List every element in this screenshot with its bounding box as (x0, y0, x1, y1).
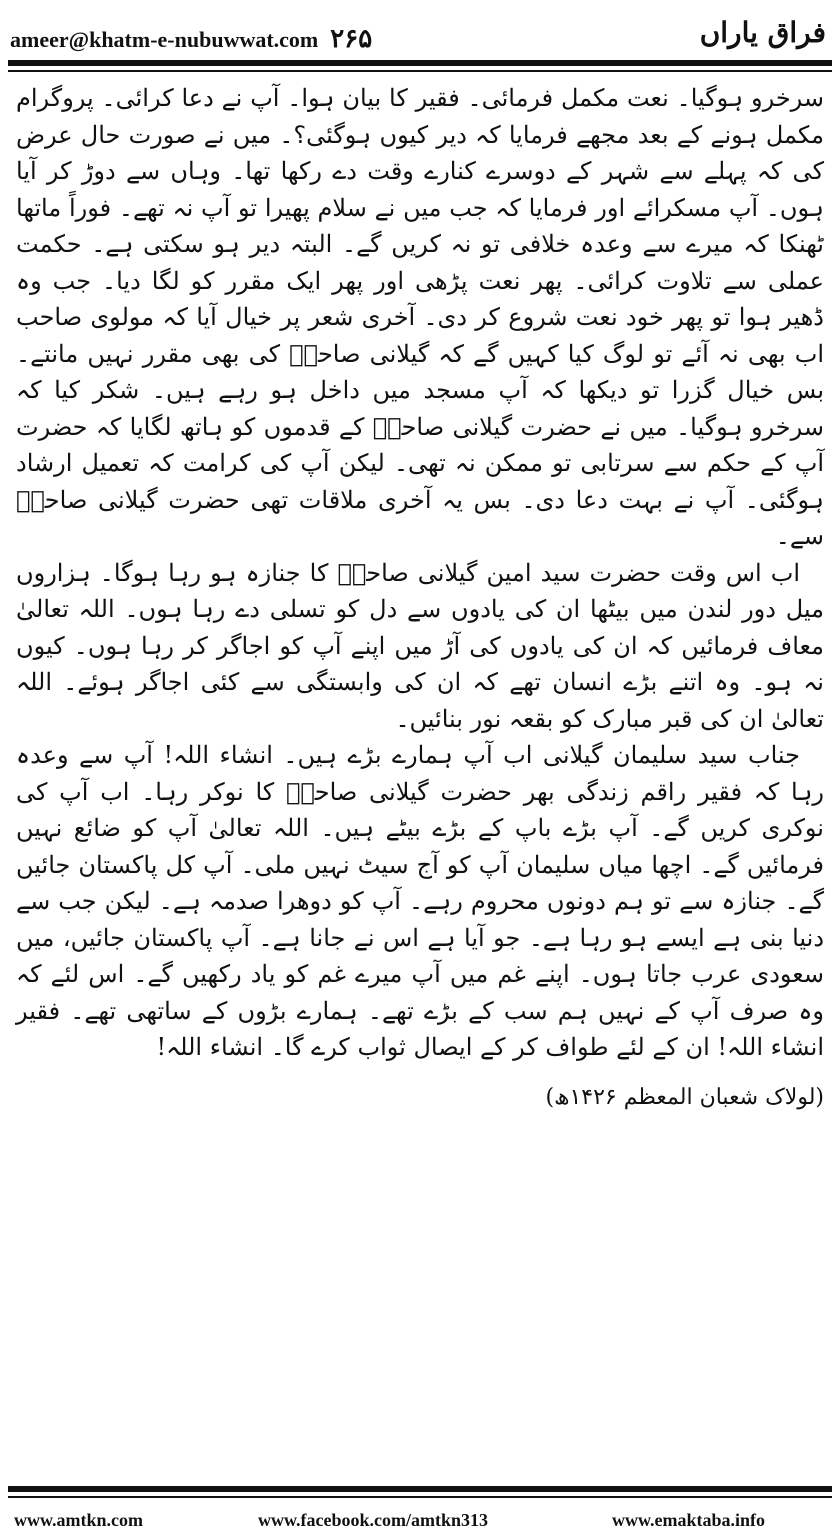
footer-rule-thin (8, 1496, 832, 1498)
paragraph-1: سرخرو ہوگیا۔ نعت مکمل فرمائی۔ فقیر کا بیان ہوا۔ آپ نے دعا کرائی۔ پروگرام مکمل ہونے کے بعد مجھے فرمایا کہ دیر کیوں ہوگئی؟۔ میں نے صورت حال عرض کی کہ پہلے سے شہر کے دوسرے کنارے وقت دے رکھا تھا۔ وہاں سے دوڑ کر آیا ہوں۔ آپ مسکرائے اور فرمایا کہ جب میں نے سلام پھیرا تو آپ نہ تھے۔ فوراً ماتھا ٹھنکا کہ میرے سے وعدہ خلافی تو نہ کریں گے۔ البتہ دیر ہو سکتی ہے۔ حکمت عملی سے تلاوت کرائی۔ پھر نعت پڑھی اور پھر ایک مقرر کو لگا دیا۔ جب وہ ڈھیر ہوا تو پھر خود نعت شروع کر دی۔ آخری شعر پر خیال آیا کہ مولوی صاحب اب بھی نہ آئے تو لوگ کیا کہیں گے کہ گیلانی صاحبؒ کی بھی مقرر نہیں مانتے۔ بس خیال گزرا تو دیکھا کہ آپ مسجد میں داخل ہو رہے ہیں۔ شکر کیا کہ سرخرو ہوگیا۔ میں نے حضرت گیلانی صاحبؒ کے قدموں کو ہاتھ لگایا کہ حضرت آپ کے حکم سے سرتابی تو ممکن نہ تھی۔ لیکن آپ کی کرامت کہ تعمیل ارشاد ہوگئی۔ آپ نے بہت دعا دی۔ بس یہ آخری ملاقات تھی حضرت گیلانی صاحبؒ سے۔ (16, 84, 825, 550)
page-number: ۲۶۵ (330, 24, 373, 53)
header-left (10, 24, 372, 54)
page-footer (0, 1510, 840, 1536)
paragraph-3: جناب سید سلیمان گیلانی اب آپ ہمارے بڑے ہیں۔ انشاء اللہ! آپ سے وعدہ رہا کہ فقیر راقم زندگی بھر حضرت گیلانی صاحبؒ کا نوکر رہا۔ اب آپ کی نوکری کریں گے۔ آپ بڑے باپ کے بڑے بیٹے ہیں۔ اللہ تعالیٰ آپ کو ضائع نہیں فرمائیں گے۔ اچھا میاں سلیمان آپ کو آج سیٹ نہیں ملی۔ آپ کل پاکستان جائیں گے۔ جنازہ سے تو ہم دونوں محروم رہے۔ آپ کو دوھرا صدمہ ہے۔ لیکن جب سے دنیا بنی ہے ایسے ہو رہا ہے۔ جو آیا ہے اس نے جانا ہے۔ آپ پاکستان جائیں، میں سعودی عرب جاتا ہوں۔ اپنے غم میں آپ میرے غم کو یاد رکھیں گے۔ اس لئے کہ وہ صرف آپ کے نہیں ہم سب کے بڑے تھے۔ ہمارے بڑوں کے ساتھی تھے۔ فقیر انشاء اللہ! ان کے لئے طواف کر کے ایصال ثواب کرے گا۔ انشاء اللہ! (16, 741, 824, 1061)
page-header (0, 0, 840, 80)
footer-link-facebook[interactable]: www.facebook.com/amtkn313 (258, 1510, 488, 1530)
article-body (16, 80, 824, 1116)
paragraph-2: اب اس وقت حضرت سید امین گیلانی صاحبؒ کا جنازہ ہو رہا ہوگا۔ ہزاروں میل دور لندن میں بیٹھا ان کی یادوں سے دل کو تسلی دے رہا ہوں۔ اللہ تعالیٰ معاف فرمائیں کہ ان کی یادوں کی آڑ میں اپنے آپ کو اجاگر کر رہا ہوں۔ کیوں نہ ہو۔ وہ اتنے بڑے انسان تھے کہ ان کی وابستگی سے کئی اجاگر ہوئے۔ اللہ تعالیٰ ان کی قبر مبارک کو بقعہ نور بنائیں۔ (16, 558, 824, 733)
footer-link-emaktaba[interactable]: www.emaktaba.info (612, 1510, 766, 1530)
footer-rule-thick (8, 1486, 832, 1492)
header-rule-thin (8, 70, 832, 72)
book-title: فراق یاراں (699, 16, 826, 49)
footer-link-amtkn[interactable]: www.amtkn.com (14, 1510, 143, 1530)
citation: (لولاک شعبان المعظم ۱۴۲۶ھ) (545, 1084, 824, 1110)
header-email: ameer@khatm-e-nubuwwat.com (10, 27, 319, 52)
header-rule-thick (8, 60, 832, 66)
